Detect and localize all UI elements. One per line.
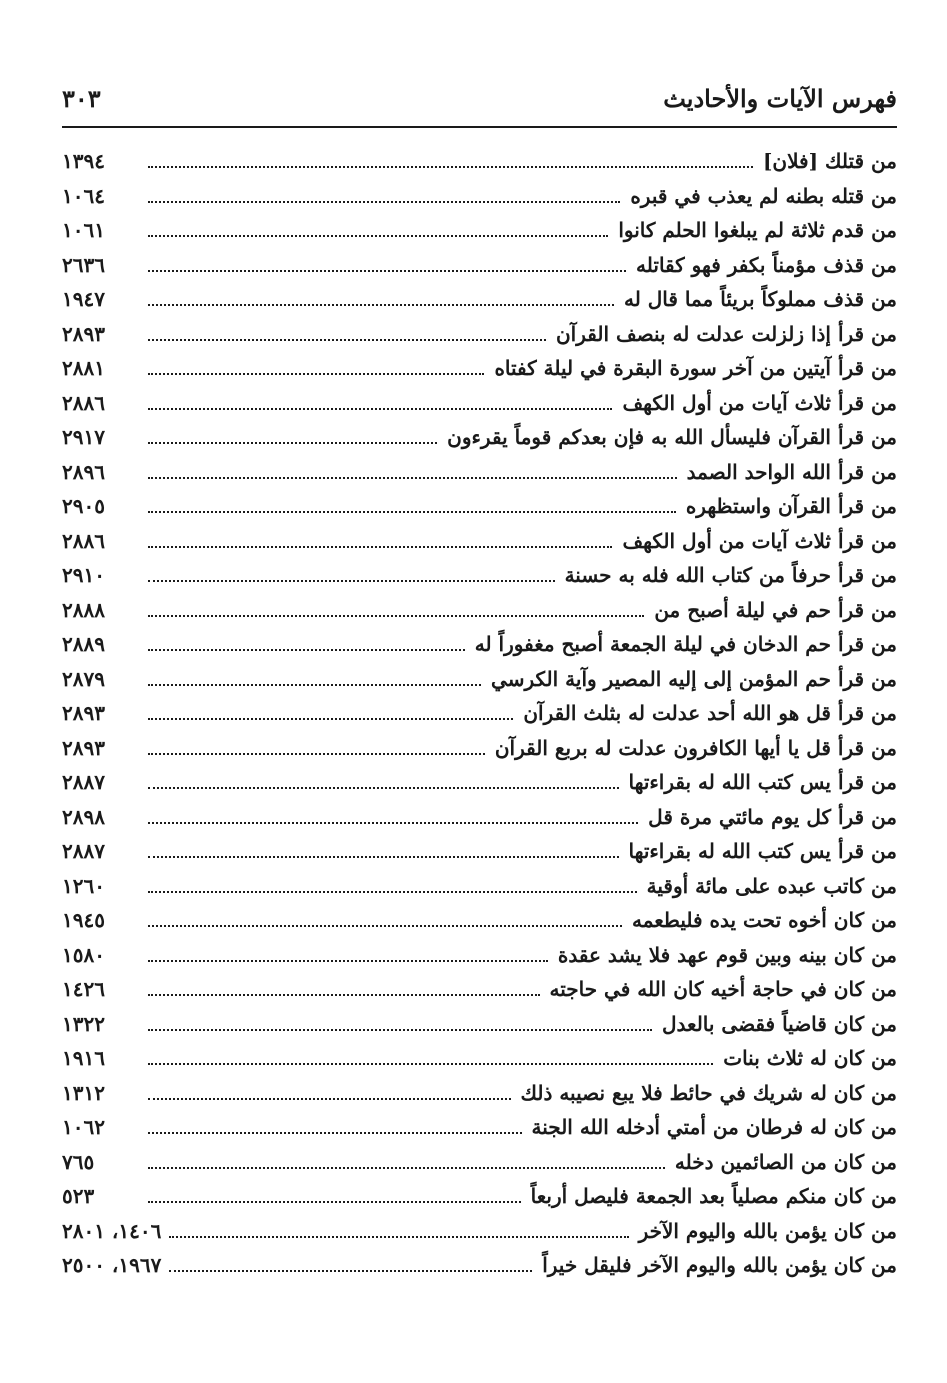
entry-text: من قرأ حم الدخان في ليلة الجمعة أصبح مغفوراً له <box>474 632 897 657</box>
index-entry <box>62 489 897 524</box>
dot-leader <box>148 511 676 513</box>
entry-reference-number: ١٣٩٤ <box>62 149 105 174</box>
entry-reference-number: ١٠٦١ <box>62 218 105 243</box>
index-entry <box>62 455 897 490</box>
index-entry <box>62 1145 897 1180</box>
index-entry <box>62 144 897 179</box>
entry-reference-number: ٢٩١٠ <box>62 563 105 588</box>
index-entry <box>62 213 897 248</box>
index-entry <box>62 282 897 317</box>
entry-text: من كان له ثلاث بنات <box>723 1046 897 1071</box>
entry-text: من كان في حاجة أخيه كان الله في حاجته <box>549 977 897 1002</box>
entry-reference-number: ٢٩١٧ <box>62 425 105 450</box>
index-entry <box>62 386 897 421</box>
entry-reference-number: ٢٨٨٧ <box>62 839 105 864</box>
dot-leader <box>148 580 555 582</box>
entry-text: من قرأ حم في ليلة أصبح من <box>654 597 897 622</box>
entry-text: من كان يؤمن بالله واليوم الآخر <box>638 1218 897 1243</box>
entry-reference-number: ٢٨٩٣ <box>62 701 105 726</box>
entry-reference-number: ١٣٢٢ <box>62 1011 105 1036</box>
entry-text: من قرأ يس كتب الله له بقراءتها <box>628 839 897 864</box>
dot-leader <box>148 546 612 548</box>
entry-text: من قرأ حرفاً من كتاب الله فله به حسنة <box>564 563 897 588</box>
entry-reference-number: ١٤٢٦ <box>62 977 105 1002</box>
page-header <box>62 78 897 118</box>
dot-leader <box>148 822 638 824</box>
index-entry <box>62 938 897 973</box>
dot-leader <box>148 235 608 237</box>
entry-text: من كان له فرطان من أمتي أدخله الله الجنة <box>531 1115 897 1140</box>
entry-reference-number: ٢٦٣٦ <box>62 252 105 277</box>
dot-leader <box>169 1270 532 1272</box>
dot-leader <box>148 270 626 272</box>
entry-reference-number: ٢٨٨٩ <box>62 632 105 657</box>
entry-text: من كان بينه وبين قوم عهد فلا يشد عقدة <box>557 942 897 967</box>
index-entry <box>62 662 897 697</box>
dot-leader <box>148 1201 521 1203</box>
entry-text: من قرأ يس كتب الله له بقراءتها <box>628 770 897 795</box>
entry-text: من قرأ آيتين من آخر سورة البقرة في ليلة كفتاه <box>494 356 897 381</box>
entry-reference-number: ١٩٤٥ <box>62 908 105 933</box>
entry-text: من قرأ الله الواحد الصمد <box>686 459 897 484</box>
dot-leader <box>148 1063 713 1065</box>
entry-text: من قدم ثلاثة لم يبلغوا الحلم كانوا <box>618 218 897 243</box>
entry-reference-number: ١٩١٦ <box>62 1046 105 1071</box>
dot-leader <box>148 201 620 203</box>
entry-reference-number: ٢٨٩٨ <box>62 804 105 829</box>
index-entry <box>62 317 897 352</box>
dot-leader <box>148 408 612 410</box>
entry-text: من قتلك [فلان] <box>762 149 897 174</box>
entry-text: من كان أخوه تحت يده فليطعمه <box>632 908 897 933</box>
index-entry <box>62 834 897 869</box>
entry-text: من قرأ قل يا أيها الكافرون عدلت له بربع القرآن <box>494 735 897 760</box>
entry-text: من قرأ كل يوم مائتي مرة قل <box>648 804 897 829</box>
dot-leader <box>148 925 622 927</box>
dot-leader <box>148 166 753 168</box>
entry-reference-number: ٢٨٩٣ <box>62 321 105 346</box>
entry-reference-number: ١٢٦٠ <box>62 873 105 898</box>
header-divider <box>62 126 897 128</box>
index-entry <box>62 248 897 283</box>
dot-leader <box>148 649 465 651</box>
entry-text: من كان منكم مصلياً بعد الجمعة فليصل أربعاً <box>530 1184 897 1209</box>
entry-reference-number: ١٩٤٧ <box>62 287 105 312</box>
index-entry <box>62 1041 897 1076</box>
entry-text: من كان قاضياً فقضى بالعدل <box>662 1011 897 1036</box>
index-entry <box>62 558 897 593</box>
dot-leader <box>148 339 546 341</box>
entry-text: من كاتب عبده على مائة أوقية <box>646 873 897 898</box>
index-entry <box>62 179 897 214</box>
entry-reference-number: ٢٨٨٦ <box>62 390 105 415</box>
index-entry <box>62 1179 897 1214</box>
entry-reference-number: ٢٨٨٧ <box>62 770 105 795</box>
index-entry <box>62 903 897 938</box>
dot-leader <box>148 753 485 755</box>
index-entry <box>62 869 897 904</box>
dot-leader <box>148 373 484 375</box>
entry-reference-number: ٥٢٣ <box>62 1184 95 1209</box>
dot-leader <box>148 477 677 479</box>
index-list <box>62 144 897 1283</box>
index-entry <box>62 420 897 455</box>
entry-reference-number: ٢٨٨١ <box>62 356 105 381</box>
entry-reference-number: ٢٨٨٨ <box>62 597 105 622</box>
index-entry <box>62 1007 897 1042</box>
index-entry <box>62 627 897 662</box>
index-entry <box>62 1248 897 1283</box>
entry-reference-number: ١٠٦٢ <box>62 1115 105 1140</box>
index-entry <box>62 731 897 766</box>
dot-leader <box>148 891 637 893</box>
index-entry <box>62 593 897 628</box>
dot-leader <box>148 718 513 720</box>
entry-reference-number: ١٤٠٦، ٢٨٠١ <box>62 1218 162 1243</box>
dot-leader <box>148 960 548 962</box>
entry-text: من قرأ قل هو الله أحد عدلت له بثلث القرآن <box>523 701 897 726</box>
entry-reference-number: ٢٨٧٩ <box>62 666 105 691</box>
entry-reference-number: ٢٩٠٥ <box>62 494 105 519</box>
dot-leader <box>148 1167 665 1169</box>
entry-reference-number: ١٠٦٤ <box>62 183 105 208</box>
dot-leader <box>169 1236 628 1238</box>
index-entry <box>62 1110 897 1145</box>
dot-leader <box>148 1029 652 1031</box>
index-entry <box>62 351 897 386</box>
entry-text: من قرأ القرآن واستظهره <box>685 494 897 519</box>
dot-leader <box>148 615 644 617</box>
entry-text: من كان له شريك في حائط فلا يبع نصيبه ذلك <box>520 1080 897 1105</box>
entry-text: من قرأ القرآن فليسأل الله به فإن بعدكم قوماً يقرءون <box>447 425 897 450</box>
entry-reference-number: ١٣١٢ <box>62 1080 105 1105</box>
index-entry <box>62 696 897 731</box>
index-entry <box>62 972 897 1007</box>
entry-text: من قرأ إذا زلزلت عدلت له بنصف القرآن <box>555 321 897 346</box>
entry-reference-number: ٧٦٥ <box>62 1149 95 1174</box>
entry-text: من قرأ ثلاث آيات من أول الكهف <box>622 528 897 553</box>
index-entry <box>62 1076 897 1111</box>
entry-reference-number: ١٩٦٧، ٢٥٠٠ <box>62 1253 162 1278</box>
page-title: فهرس الآيات والأحاديث <box>663 83 897 113</box>
page-number: ٣٠٣ <box>62 83 101 113</box>
entry-text: من قذف مملوكاً بريئاً مما قال له <box>623 287 897 312</box>
entry-text: من قتله بطنه لم يعذب في قبره <box>630 183 897 208</box>
entry-text: من كان من الصائمين دخله <box>674 1149 897 1174</box>
index-entry <box>62 1214 897 1249</box>
index-entry <box>62 765 897 800</box>
dot-leader <box>148 304 614 306</box>
dot-leader <box>148 684 481 686</box>
dot-leader <box>148 1132 522 1134</box>
dot-leader <box>148 856 619 858</box>
index-entry <box>62 524 897 559</box>
entry-text: من قرأ ثلاث آيات من أول الكهف <box>622 390 897 415</box>
entry-text: من قذف مؤمناً بكفر فهو كقاتله <box>636 252 897 277</box>
dot-leader <box>148 442 437 444</box>
entry-text: من كان يؤمن بالله واليوم الآخر فليقل خيراً <box>542 1253 897 1278</box>
dot-leader <box>148 787 619 789</box>
entry-reference-number: ١٥٨٠ <box>62 942 105 967</box>
entry-reference-number: ٢٨٩٦ <box>62 459 105 484</box>
index-entry <box>62 800 897 835</box>
dot-leader <box>148 1098 511 1100</box>
entry-text: من قرأ حم المؤمن إلى إليه المصير وآية الكرسي <box>491 666 897 691</box>
entry-reference-number: ٢٨٨٦ <box>62 528 105 553</box>
dot-leader <box>148 994 540 996</box>
entry-reference-number: ٢٨٩٣ <box>62 735 105 760</box>
